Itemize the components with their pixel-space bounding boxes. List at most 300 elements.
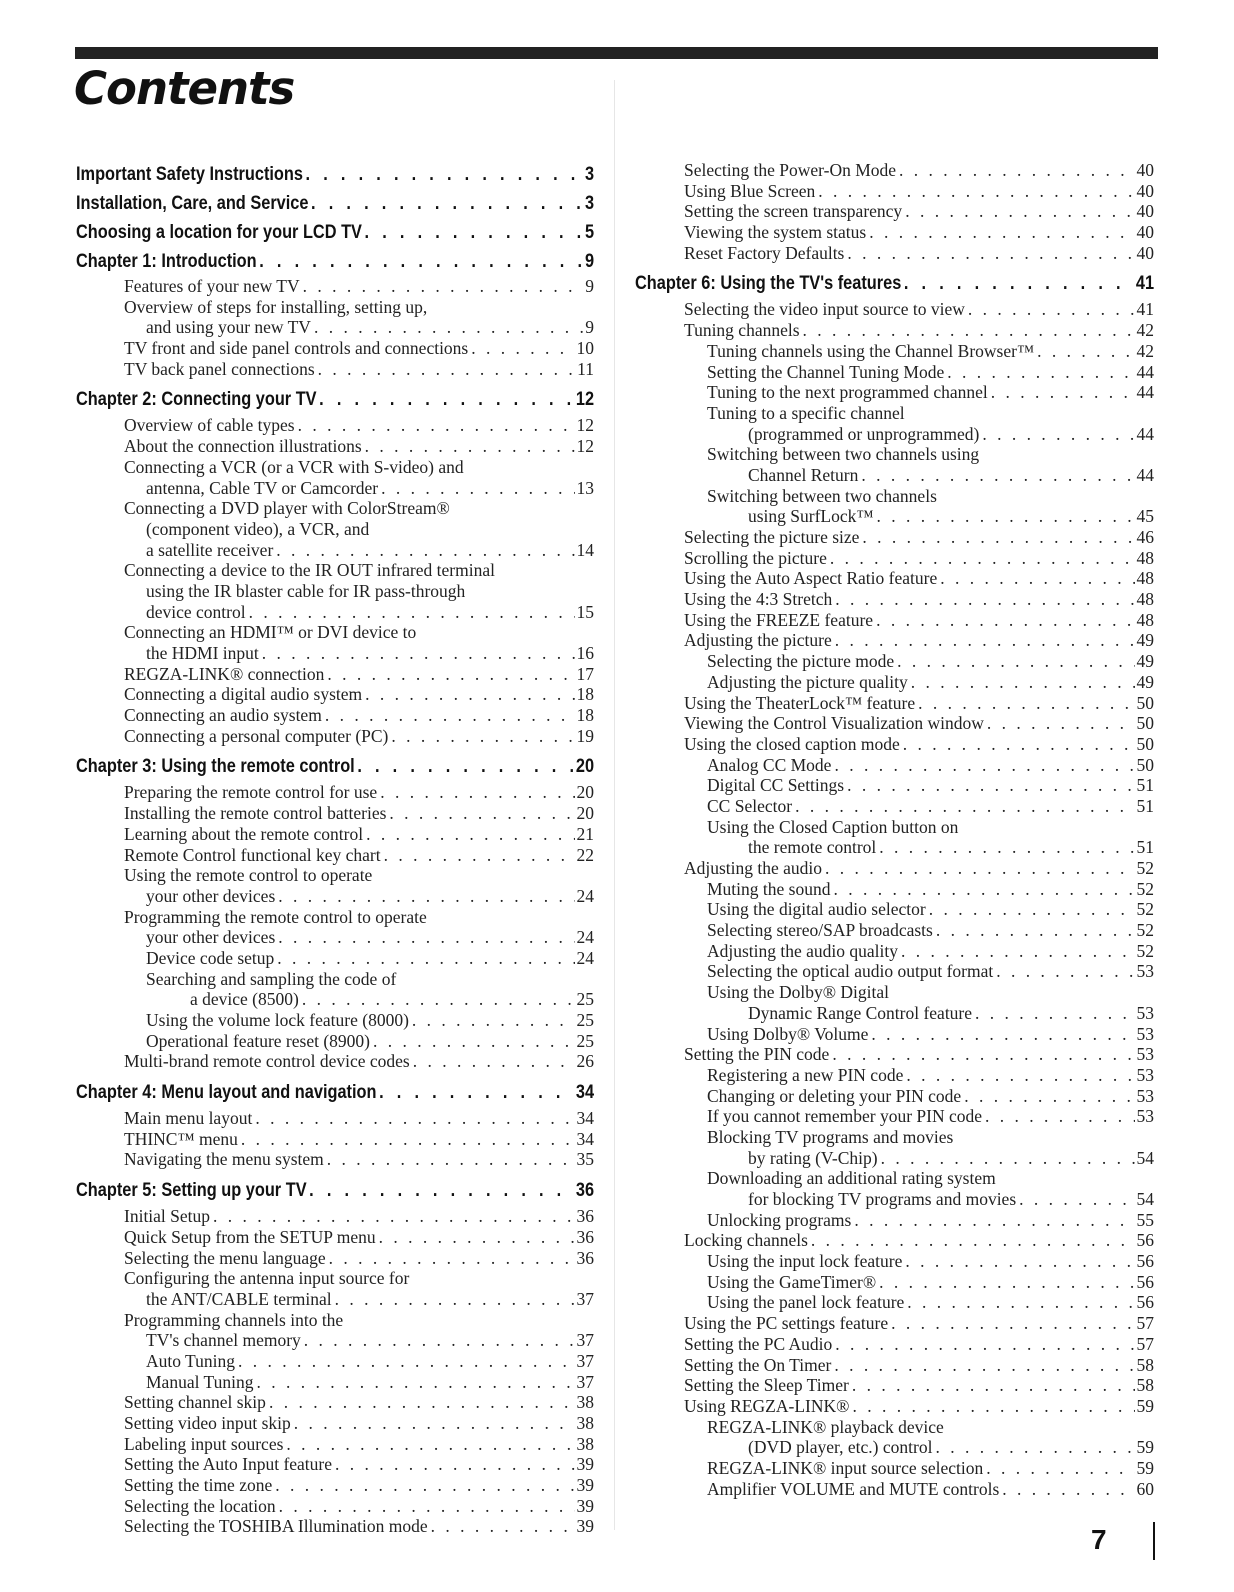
toc-entry[interactable] — [635, 1086, 1154, 1107]
toc-entry[interactable] — [76, 1351, 594, 1372]
toc-entry[interactable] — [635, 341, 1154, 362]
toc-entry[interactable] — [635, 1396, 1154, 1417]
toc-page-number: 48 — [1136, 589, 1154, 610]
toc-entry-title: Adjusting the audio quality — [707, 940, 899, 961]
toc-page-number: 52 — [1136, 878, 1154, 899]
toc-entry-title: Using the volume lock feature (8000) — [146, 1010, 409, 1030]
toc-entry[interactable] — [76, 907, 594, 928]
toc-page-number: 10 — [576, 338, 594, 359]
column-divider — [614, 80, 615, 1530]
toc-entry[interactable] — [635, 1127, 1154, 1148]
toc-page-number: 38 — [576, 1433, 594, 1454]
toc-entry-title: Setting the Sleep Timer — [684, 1375, 849, 1396]
toc-leader-dots — [869, 222, 1134, 243]
toc-entry-title: Using the input lock feature — [707, 1251, 903, 1272]
toc-entry[interactable] — [635, 837, 1154, 858]
toc-entry-title: (component video), a VCR, and — [146, 518, 370, 539]
toc-entry[interactable] — [76, 1031, 594, 1052]
toc-entry[interactable] — [76, 726, 594, 747]
toc-chapter-entry[interactable] — [76, 247, 594, 276]
toc-page-number: 52 — [1136, 858, 1154, 878]
toc-entry[interactable] — [76, 1010, 594, 1031]
toc-entry[interactable] — [76, 969, 594, 990]
toc-leader-dots — [1037, 341, 1134, 362]
toc-entry[interactable] — [635, 1003, 1154, 1024]
toc-entry[interactable] — [635, 858, 1154, 879]
toc-page-number: 52 — [1136, 920, 1154, 941]
toc-entry[interactable] — [76, 1392, 594, 1413]
toc-entry[interactable] — [76, 705, 594, 726]
toc-page-number: 25 — [576, 1030, 594, 1051]
toc-leader-dots — [413, 1051, 575, 1072]
toc-page-number: 39 — [576, 1475, 594, 1496]
toc-page-number: 24 — [576, 885, 594, 906]
toc-page-number: 12 — [576, 436, 594, 457]
toc-entry[interactable] — [635, 755, 1154, 776]
toc-entry[interactable] — [635, 299, 1154, 320]
toc-page-number: 49 — [1136, 651, 1154, 672]
toc-entry-title: Setting channel skip — [124, 1392, 266, 1413]
toc-leader-dots — [304, 1330, 575, 1351]
toc-page-number: 9 — [585, 276, 594, 296]
toc-entry[interactable] — [76, 498, 594, 519]
toc-leader-dots — [795, 796, 1134, 817]
toc-entry[interactable] — [76, 436, 594, 457]
toc-entry-title: Using the PC settings feature — [684, 1313, 889, 1334]
toc-leader-dots — [1019, 1189, 1134, 1210]
toc-entry[interactable] — [635, 651, 1154, 672]
toc-entry[interactable] — [635, 1458, 1154, 1479]
toc-leader-dots — [940, 568, 1134, 589]
toc-leader-dots — [847, 775, 1134, 796]
toc-leader-dots — [306, 164, 584, 186]
toc-page-number: 12 — [575, 389, 595, 411]
toc-entry[interactable] — [76, 1413, 594, 1434]
toc-leader-dots — [213, 1206, 574, 1227]
toc-leader-dots — [879, 1272, 1134, 1293]
toc-entry[interactable] — [635, 243, 1154, 264]
toc-page-number: 16 — [576, 643, 594, 663]
toc-entry[interactable] — [76, 276, 594, 297]
toc-entry[interactable] — [76, 622, 594, 643]
toc-leader-dots — [249, 602, 575, 623]
toc-page-number: 52 — [1136, 940, 1154, 961]
toc-page-number: 53 — [1136, 1023, 1154, 1044]
toc-leader-dots — [279, 1496, 575, 1517]
toc-entry[interactable] — [76, 1310, 594, 1331]
toc-leader-dots — [852, 1396, 1134, 1417]
toc-leader-dots — [381, 478, 574, 499]
toc-entry[interactable] — [635, 1024, 1154, 1045]
toc-page-number: 50 — [1136, 692, 1154, 713]
toc-entry-title: a device (8500) — [190, 989, 299, 1010]
toc-entry[interactable] — [635, 672, 1154, 693]
toc-leader-dots — [335, 1289, 575, 1310]
toc-entry[interactable] — [635, 1168, 1154, 1189]
toc-entry[interactable] — [76, 803, 594, 824]
toc-entry-title: Connecting an audio system — [124, 705, 322, 726]
toc-entry[interactable] — [635, 1251, 1154, 1272]
toc-page-number: 40 — [1136, 180, 1154, 201]
toc-entry[interactable] — [635, 1044, 1154, 1065]
toc-leader-dots — [379, 1082, 574, 1104]
toc-entry-title: Selecting the optical audio output format — [707, 961, 994, 982]
toc-entry-title: Initial Setup — [124, 1206, 211, 1227]
toc-page-number: 20 — [576, 782, 594, 803]
toc-leader-dots — [929, 899, 1135, 920]
toc-leader-dots — [879, 837, 1134, 858]
toc-page-number: 52 — [1136, 899, 1154, 920]
toc-page-number: 44 — [1136, 464, 1154, 485]
toc-page-number: 25 — [576, 1010, 594, 1030]
toc-leader-dots — [365, 436, 575, 457]
toc-leader-dots — [891, 1313, 1134, 1334]
toc-entry[interactable] — [635, 362, 1154, 383]
toc-page-number: 3 — [584, 192, 595, 214]
toc-entry[interactable] — [76, 1129, 594, 1150]
toc-entry[interactable] — [76, 1330, 594, 1351]
toc-entry[interactable] — [635, 181, 1154, 202]
toc-entry-title: Locking channels — [684, 1230, 808, 1251]
toc-entry-title: Configuring the antenna input source for — [124, 1268, 410, 1289]
toc-entry-title: Setting the time zone — [124, 1475, 273, 1496]
toc-entry[interactable] — [76, 297, 594, 318]
toc-chapter-entry[interactable] — [76, 1078, 594, 1108]
toc-entry-title: the remote control — [748, 837, 877, 858]
toc-page-number: 25 — [576, 989, 594, 1010]
toc-leader-dots — [262, 643, 575, 664]
toc-entry[interactable] — [76, 338, 594, 359]
toc-entry[interactable] — [635, 403, 1154, 424]
toc-page-number: 34 — [575, 1082, 595, 1104]
toc-leader-dots — [366, 824, 574, 845]
toc-entry-title: Switching between two channels — [707, 485, 937, 506]
toc-entry[interactable] — [635, 1334, 1154, 1355]
toc-page-number: 5 — [584, 221, 595, 243]
toc-leader-dots — [996, 961, 1134, 982]
toc-entry-title: REGZA-LINK® playback device — [707, 1416, 944, 1437]
toc-leader-dots — [335, 1454, 574, 1475]
toc-leader-dots — [985, 1106, 1134, 1127]
toc-entry[interactable] — [635, 817, 1154, 838]
toc-entry[interactable] — [76, 1149, 594, 1170]
page-title: Contents — [74, 62, 295, 115]
toc-leader-dots — [852, 1375, 1135, 1396]
toc-entry-title: Overview of steps for installing, setting up, — [124, 296, 428, 317]
toc-page-number: 51 — [1136, 775, 1154, 796]
toc-entry-title: Using the digital audio selector — [707, 899, 926, 920]
toc-page-number: 39 — [576, 1454, 594, 1475]
toc-entry[interactable] — [76, 1206, 594, 1227]
toc-leader-dots — [935, 1437, 1134, 1458]
toc-leader-dots — [832, 1044, 1134, 1065]
toc-entry-title: Selecting stereo/SAP broadcasts — [707, 920, 933, 941]
toc-page-number: 37 — [576, 1330, 594, 1351]
toc-entry-title: Adjusting the audio — [684, 858, 823, 878]
toc-chapter-entry[interactable] — [76, 160, 594, 189]
toc-left-column — [76, 160, 594, 1537]
toc-entry-title: Using REGZA-LINK® — [684, 1395, 850, 1416]
toc-page-number: 44 — [1136, 382, 1154, 403]
toc-entry[interactable] — [635, 506, 1154, 527]
toc-leader-dots — [847, 243, 1134, 264]
toc-entry-title: About the connection illustrations — [124, 436, 362, 457]
toc-leader-dots — [327, 1149, 575, 1170]
toc-entry[interactable] — [635, 693, 1154, 714]
toc-leader-dots — [986, 1458, 1134, 1479]
toc-leader-dots — [365, 222, 584, 244]
toc-entry[interactable] — [635, 160, 1154, 181]
toc-entry[interactable] — [76, 664, 594, 685]
toc-page-number: 9 — [585, 317, 594, 338]
toc-entry-title: Setting the screen transparency — [684, 201, 903, 222]
toc-entry[interactable] — [76, 643, 594, 664]
toc-chapter-entry[interactable] — [76, 1176, 594, 1206]
toc-entry[interactable] — [635, 1479, 1154, 1500]
toc-entry[interactable] — [76, 1516, 594, 1537]
toc-entry-title: Changing or deleting your PIN code — [707, 1085, 962, 1106]
toc-entry[interactable] — [76, 478, 594, 499]
toc-entry[interactable] — [635, 941, 1154, 962]
toc-leader-dots — [1002, 1479, 1134, 1500]
toc-entry[interactable] — [635, 713, 1154, 734]
toc-entry-title: Chapter 2: Connecting your TV — [76, 389, 317, 411]
toc-entry[interactable] — [76, 560, 594, 581]
toc-entry[interactable] — [635, 465, 1154, 486]
toc-page-number: 34 — [576, 1128, 594, 1149]
toc-entry[interactable] — [635, 222, 1154, 243]
toc-entry-title: REGZA-LINK® connection — [124, 663, 325, 684]
toc-entry[interactable] — [635, 796, 1154, 817]
toc-entry[interactable] — [635, 610, 1154, 631]
toc-entry[interactable] — [76, 782, 594, 803]
toc-leader-dots — [982, 424, 1134, 445]
toc-leader-dots — [269, 1392, 575, 1413]
toc-entry-title: Using the panel lock feature — [707, 1292, 905, 1313]
toc-entry[interactable] — [76, 519, 594, 540]
toc-entry[interactable] — [635, 548, 1154, 569]
page-number-rule — [1153, 1522, 1155, 1560]
toc-leader-dots — [471, 338, 574, 359]
toc-entry[interactable] — [635, 1313, 1154, 1334]
toc-entry[interactable] — [635, 1065, 1154, 1086]
toc-entry[interactable] — [635, 1210, 1154, 1231]
toc-page-number: 36 — [575, 1180, 595, 1202]
toc-entry-title: Chapter 5: Setting up your TV — [76, 1180, 307, 1202]
toc-chapter-entry[interactable] — [635, 269, 1154, 299]
toc-entry-title: Adjusting the picture — [684, 630, 832, 651]
toc-page-number: 42 — [1136, 320, 1154, 341]
toc-entry-title: Analog CC Mode — [707, 754, 832, 775]
toc-entry[interactable] — [635, 982, 1154, 1003]
toc-entry[interactable] — [76, 927, 594, 948]
toc-leader-dots — [298, 415, 575, 436]
toc-entry[interactable] — [635, 1148, 1154, 1169]
toc-page-number: 14 — [576, 539, 594, 560]
toc-entry[interactable] — [76, 1051, 594, 1072]
toc-entry[interactable] — [635, 1272, 1154, 1293]
toc-page-number: 26 — [576, 1051, 594, 1072]
toc-leader-dots — [968, 299, 1135, 320]
toc-entry[interactable] — [635, 1355, 1154, 1376]
toc-entry[interactable] — [635, 920, 1154, 941]
toc-leader-dots — [325, 705, 575, 726]
toc-entry[interactable] — [635, 879, 1154, 900]
toc-leader-dots — [835, 1334, 1134, 1355]
toc-entry[interactable] — [76, 359, 594, 380]
toc-entry[interactable] — [635, 1230, 1154, 1251]
toc-page-number: 37 — [576, 1288, 594, 1309]
toc-entry[interactable] — [635, 630, 1154, 651]
toc-page-number: 36 — [576, 1226, 594, 1247]
toc-entry-title: Selecting the video input source to view — [684, 299, 965, 320]
toc-entry[interactable] — [76, 602, 594, 623]
toc-entry[interactable] — [635, 1292, 1154, 1313]
toc-page-number: 48 — [1136, 568, 1154, 589]
toc-entry[interactable] — [635, 775, 1154, 796]
toc-leader-dots — [911, 672, 1135, 693]
toc-entry[interactable] — [635, 1189, 1154, 1210]
toc-entry[interactable] — [76, 540, 594, 561]
toc-entry-title: Viewing the system status — [684, 222, 867, 243]
toc-entry-title: If you cannot remember your PIN code — [707, 1106, 983, 1127]
toc-entry-title: Setting the On Timer — [684, 1354, 832, 1375]
toc-entry-title: Channel Return — [748, 464, 859, 485]
toc-page-number: 54 — [1136, 1189, 1154, 1209]
toc-entry[interactable] — [635, 1417, 1154, 1438]
toc-page-number: 53 — [1136, 1002, 1154, 1023]
toc-entry-title: Using Blue Screen — [684, 180, 816, 201]
toc-entry-title: Learning about the remote control — [124, 823, 364, 844]
toc-entry[interactable] — [635, 734, 1154, 755]
toc-entry[interactable] — [76, 886, 594, 907]
toc-entry[interactable] — [635, 1437, 1154, 1458]
toc-entry[interactable] — [76, 1268, 594, 1289]
toc-entry[interactable] — [76, 317, 594, 338]
toc-entry[interactable] — [76, 1227, 594, 1248]
toc-page-number: 51 — [1136, 837, 1154, 858]
toc-entry-title: Tuning to the next programmed channel — [707, 382, 988, 403]
toc-entry[interactable] — [635, 568, 1154, 589]
toc-entry[interactable] — [76, 1475, 594, 1496]
toc-entry-title: Selecting the picture mode — [707, 651, 895, 672]
toc-leader-dots — [830, 548, 1135, 569]
toc-entry-title: TV back panel connections — [124, 358, 315, 379]
toc-entry[interactable] — [76, 989, 594, 1010]
toc-entry-title: Unlocking programs — [707, 1209, 852, 1230]
toc-page-number: 45 — [1136, 506, 1154, 527]
toc-entry[interactable] — [635, 1106, 1154, 1127]
toc-chapter-entry[interactable] — [76, 218, 594, 247]
toc-page-number: 41 — [1135, 273, 1155, 295]
toc-leader-dots — [379, 1227, 575, 1248]
toc-entry[interactable] — [76, 1454, 594, 1475]
toc-entry-title: Using the Auto Aspect Ratio feature — [684, 568, 938, 589]
toc-entry[interactable] — [635, 382, 1154, 403]
toc-entry-title: Switching between two channels using — [707, 444, 980, 465]
toc-entry-title: Using the remote control to operate — [124, 865, 373, 886]
toc-entry[interactable] — [76, 948, 594, 969]
toc-entry-title: Chapter 6: Using the TV's features — [635, 273, 902, 295]
toc-entry[interactable] — [635, 424, 1154, 445]
toc-chapter-entry[interactable] — [76, 752, 594, 782]
toc-entry-title: Muting the sound — [707, 878, 831, 899]
toc-leader-dots — [835, 630, 1135, 651]
toc-entry-title: Setting video input skip — [124, 1413, 291, 1433]
toc-entry[interactable] — [76, 824, 594, 845]
toc-page-number: 53 — [1136, 1085, 1154, 1106]
toc-entry[interactable] — [635, 444, 1154, 465]
toc-leader-dots — [905, 1251, 1134, 1272]
toc-entry-title: Installing the remote control batteries — [124, 803, 387, 824]
toc-entry-title: Blocking TV programs and movies — [707, 1126, 954, 1147]
toc-entry[interactable] — [76, 1372, 594, 1393]
page-number: 7 — [1091, 1524, 1107, 1555]
toc-page-number: 48 — [1136, 609, 1154, 630]
toc-entry[interactable] — [76, 1248, 594, 1269]
toc-page-number: 38 — [576, 1392, 594, 1413]
toc-entry[interactable] — [635, 320, 1154, 341]
toc-entry[interactable] — [76, 845, 594, 866]
toc-entry[interactable] — [76, 1434, 594, 1455]
toc-entry[interactable] — [76, 1289, 594, 1310]
toc-leader-dots — [275, 1475, 574, 1496]
toc-leader-dots — [309, 1180, 574, 1202]
toc-entry-title: your other devices — [146, 885, 276, 906]
toc-entry[interactable] — [76, 581, 594, 602]
toc-entry[interactable] — [76, 684, 594, 705]
toc-leader-dots — [881, 1148, 1135, 1169]
toc-entry[interactable] — [76, 1496, 594, 1517]
toc-entry[interactable] — [76, 865, 594, 886]
toc-entry-title: Registering a new PIN code — [707, 1064, 904, 1085]
toc-page-number: 46 — [1136, 527, 1154, 547]
toc-entry[interactable] — [76, 415, 594, 436]
toc-page-number: 36 — [576, 1206, 594, 1227]
toc-entry[interactable] — [76, 457, 594, 478]
toc-page-number: 60 — [1136, 1478, 1154, 1499]
toc-chapter-entry[interactable] — [76, 385, 594, 415]
toc-entry[interactable] — [635, 589, 1154, 610]
toc-entry-title: Choosing a location for your LCD TV — [76, 221, 362, 243]
toc-entry-title: Selecting the TOSHIBA Illumination mode — [124, 1516, 428, 1537]
toc-entry[interactable] — [635, 1375, 1154, 1396]
toc-page-number: 24 — [576, 927, 594, 948]
toc-entry-title: Tuning channels — [684, 320, 800, 341]
toc-leader-dots — [256, 1372, 574, 1393]
toc-entry-title: Quick Setup from the SETUP menu — [124, 1226, 376, 1247]
toc-leader-dots — [278, 886, 574, 907]
toc-entry[interactable] — [635, 201, 1154, 222]
toc-page-number: 55 — [1136, 1209, 1154, 1230]
toc-page-number: 44 — [1136, 423, 1154, 444]
toc-leader-dots — [294, 1413, 575, 1434]
toc-entry[interactable] — [635, 961, 1154, 982]
toc-leader-dots — [825, 858, 1134, 879]
toc-entry[interactable] — [635, 527, 1154, 548]
toc-page-number: 54 — [1136, 1147, 1154, 1168]
toc-entry[interactable] — [635, 899, 1154, 920]
toc-page-number: 48 — [1136, 547, 1154, 568]
toc-page-number: 15 — [576, 601, 594, 622]
toc-leader-dots — [303, 276, 584, 297]
toc-page-number: 58 — [1136, 1354, 1154, 1375]
toc-entry[interactable] — [635, 486, 1154, 507]
toc-chapter-entry[interactable] — [76, 189, 594, 218]
toc-page-number: 9 — [584, 250, 595, 272]
toc-entry[interactable] — [76, 1108, 594, 1129]
toc-leader-dots — [987, 713, 1135, 734]
